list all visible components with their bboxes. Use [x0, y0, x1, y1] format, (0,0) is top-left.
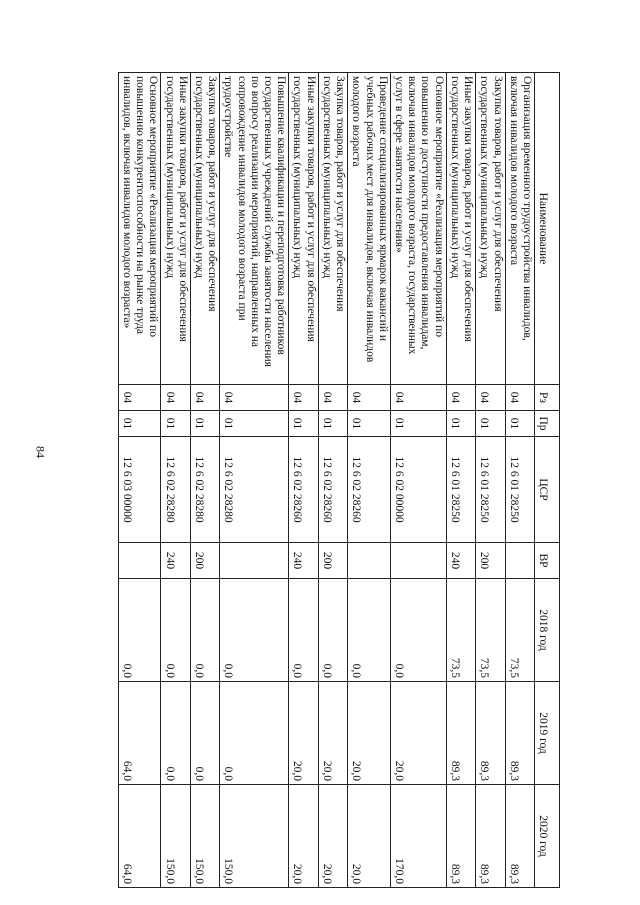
cell-2018: 0,0: [190, 579, 219, 682]
table-row: [118, 73, 161, 888]
table-row: [289, 73, 318, 888]
cell-2018: 73,5: [476, 579, 505, 682]
header-csr: ЦСР: [535, 437, 560, 543]
rotated-table-container: [90, 72, 560, 887]
cell-pr: 01: [220, 411, 289, 437]
cell-2018: 73,5: [446, 579, 475, 682]
table-row: [190, 73, 219, 888]
cell-name: Закупка товаров, работ и услуг для обеспечения государственных (муниципальных) нужд: [190, 73, 219, 385]
cell-2020: 89,3: [446, 785, 475, 888]
cell-pr: 01: [390, 411, 446, 437]
cell-2019: 89,3: [446, 682, 475, 785]
cell-rz: 04: [220, 385, 289, 411]
budget-table: [118, 72, 560, 888]
cell-rz: 04: [190, 385, 219, 411]
cell-rz: 04: [289, 385, 318, 411]
table-row: [476, 73, 505, 888]
cell-csr: 12 6 03 00000: [118, 437, 161, 543]
cell-rz: 04: [390, 385, 446, 411]
cell-pr: 01: [476, 411, 505, 437]
cell-name: Проведение специализированных ярмарок вакансий и учебных рабочих мест для инвалидов, включая инвалидов молодого возраста: [348, 73, 391, 385]
cell-2019: 0,0: [161, 682, 190, 785]
cell-rz: 04: [446, 385, 475, 411]
cell-csr: 12 6 02 28280: [220, 437, 289, 543]
cell-2018: 0,0: [348, 579, 391, 682]
table-row: [220, 73, 289, 888]
table-header-row: [535, 73, 560, 888]
cell-2020: 150,0: [220, 785, 289, 888]
header-vr: ВР: [535, 543, 560, 579]
cell-name: Организация временного трудоустройства инвалидов, включая инвалидов молодого возраста: [505, 73, 534, 385]
header-2018: 2018 год: [535, 579, 560, 682]
header-pr: Пр: [535, 411, 560, 437]
cell-2018: 73,5: [505, 579, 534, 682]
cell-2018: 0,0: [318, 579, 347, 682]
cell-csr: 12 6 02 28280: [190, 437, 219, 543]
cell-name: Закупка товаров, работ и услуг для обеспечения государственных (муниципальных) нужд: [476, 73, 505, 385]
cell-2019: 89,3: [476, 682, 505, 785]
table-row: [161, 73, 190, 888]
cell-name: Иные закупки товаров, работ и услуг для обеспечения государственных (муниципальных) нужд: [289, 73, 318, 385]
cell-2020: 20,0: [289, 785, 318, 888]
cell-2018: 0,0: [289, 579, 318, 682]
cell-pr: 01: [190, 411, 219, 437]
cell-2018: 0,0: [220, 579, 289, 682]
page-number: 84: [33, 446, 48, 458]
cell-vr: [220, 543, 289, 579]
cell-pr: 01: [348, 411, 391, 437]
cell-rz: 04: [476, 385, 505, 411]
cell-name: Иные закупки товаров, работ и услуг для обеспечения государственных (муниципальных) нужд: [161, 73, 190, 385]
cell-2019: 64,0: [118, 682, 161, 785]
cell-2019: 20,0: [348, 682, 391, 785]
cell-vr: 240: [289, 543, 318, 579]
cell-name: Основное мероприятие «Реализация мероприятий по повышению конкурентоспособности на рынке труда инвалидов, включая инвалидов молодого возраста»: [118, 73, 161, 385]
cell-pr: 01: [289, 411, 318, 437]
cell-2020: 64,0: [118, 785, 161, 888]
cell-rz: 04: [161, 385, 190, 411]
header-2020: 2020 год: [535, 785, 560, 888]
cell-vr: [348, 543, 391, 579]
header-rz: Рз: [535, 385, 560, 411]
cell-csr: 12 6 02 28260: [289, 437, 318, 543]
table-row: [348, 73, 391, 888]
cell-pr: 01: [505, 411, 534, 437]
header-name: Наименование: [535, 73, 560, 385]
cell-2019: 89,3: [505, 682, 534, 785]
cell-2020: 89,3: [476, 785, 505, 888]
cell-pr: 01: [446, 411, 475, 437]
cell-name: Основное мероприятие «Реализация мероприятий по повышению и доступности предоставления инвалидам, включая инвалидов молодого возраста, государственных услуг в сфере занятости населения»: [390, 73, 446, 385]
cell-csr: 12 6 01 28250: [505, 437, 534, 543]
cell-vr: [118, 543, 161, 579]
cell-pr: 01: [118, 411, 161, 437]
cell-csr: 12 6 01 28250: [446, 437, 475, 543]
cell-2020: 20,0: [348, 785, 391, 888]
cell-rz: 04: [118, 385, 161, 411]
cell-2019: 20,0: [318, 682, 347, 785]
table-row: [318, 73, 347, 888]
cell-2018: 0,0: [390, 579, 446, 682]
cell-name: Закупка товаров, работ и услуг для обеспечения государственных (муниципальных) нужд: [318, 73, 347, 385]
cell-vr: 240: [161, 543, 190, 579]
cell-name: Повышение квалификации и переподготовка работников государственных учреждений службы занятости населения по вопросу реализации мероприятий, направленных на сопровождение инвалидов молодого возраста при трудоустройстве: [220, 73, 289, 385]
cell-2020: 89,3: [505, 785, 534, 888]
cell-rz: 04: [318, 385, 347, 411]
header-2019: 2019 год: [535, 682, 560, 785]
cell-pr: 01: [318, 411, 347, 437]
cell-rz: 04: [505, 385, 534, 411]
cell-vr: [505, 543, 534, 579]
cell-2019: 0,0: [220, 682, 289, 785]
cell-csr: 12 6 02 28280: [161, 437, 190, 543]
table-row: [505, 73, 534, 888]
cell-csr: 12 6 02 28260: [318, 437, 347, 543]
cell-vr: 200: [190, 543, 219, 579]
cell-vr: [390, 543, 446, 579]
cell-2020: 150,0: [190, 785, 219, 888]
cell-2019: 20,0: [289, 682, 318, 785]
cell-pr: 01: [161, 411, 190, 437]
cell-rz: 04: [348, 385, 391, 411]
cell-vr: 240: [446, 543, 475, 579]
cell-2019: 20,0: [390, 682, 446, 785]
cell-2018: 0,0: [161, 579, 190, 682]
cell-2019: 0,0: [190, 682, 219, 785]
cell-name: Иные закупки товаров, работ и услуг для обеспечения государственных (муниципальных) нужд: [446, 73, 475, 385]
table-row: [446, 73, 475, 888]
cell-csr: 12 6 02 28260: [348, 437, 391, 543]
cell-2020: 20,0: [318, 785, 347, 888]
cell-vr: 200: [318, 543, 347, 579]
cell-2020: 170,0: [390, 785, 446, 888]
table-row: [390, 73, 446, 888]
cell-vr: 200: [476, 543, 505, 579]
cell-2018: 0,0: [118, 579, 161, 682]
cell-csr: 12 6 02 00000: [390, 437, 446, 543]
cell-2020: 150,0: [161, 785, 190, 888]
cell-csr: 12 6 01 28250: [476, 437, 505, 543]
